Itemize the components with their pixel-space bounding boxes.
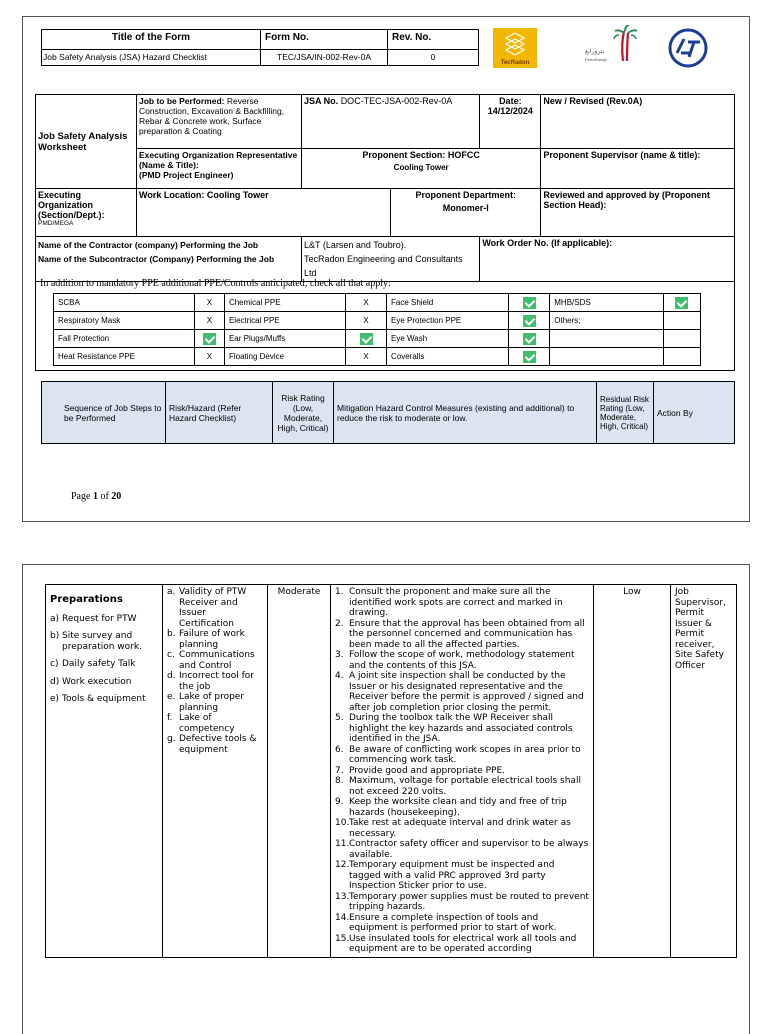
- ppe-item-mark[interactable]: [346, 330, 387, 348]
- hazard-item-text: Incorrect tool for the job: [179, 671, 255, 692]
- form-page-2: [22, 564, 750, 1034]
- new-revised: New / Revised (Rev.0A): [541, 95, 735, 149]
- job-step-marker: c): [50, 659, 59, 669]
- check-icon: [675, 297, 688, 309]
- job-step-text: Daily safety Talk: [62, 659, 136, 669]
- control-measure-text: Be aware of conflicting work scopes in area prior to commencing work task.: [349, 744, 581, 765]
- contractor-label: Name of the Contractor (company) Performing the Job: [38, 240, 259, 250]
- action-by-cell: Job Supervisor, Permit Issuer & Permit receiver, Site Safety Officer: [671, 585, 737, 958]
- job-step: [50, 659, 158, 670]
- proponent-dept-cell: [391, 189, 541, 237]
- reviewed-approved: Reviewed and approved by (Proponent Section Head):: [541, 189, 735, 237]
- contractor-labels: [36, 237, 302, 282]
- rev-no-value: 0: [388, 50, 479, 66]
- job-step-marker: d): [50, 676, 60, 687]
- preparations-title: Preparations: [50, 594, 123, 605]
- date-cell: [480, 95, 541, 149]
- control-measure: [335, 892, 589, 913]
- ppe-item-label: Respiratory Mask: [54, 312, 195, 330]
- ppe-item-label: MHB/SDS: [550, 294, 663, 312]
- exec-rep-value: (PMD Project Engineer): [139, 170, 234, 180]
- ppe-item-label: Face Shield: [386, 294, 508, 312]
- form-header-table: [41, 29, 479, 66]
- job-performed-cell: [137, 95, 302, 149]
- contractor-values: [302, 237, 480, 282]
- control-measure-marker: 7.: [335, 765, 344, 776]
- check-icon: [203, 333, 216, 345]
- control-measure-marker: 13.: [335, 891, 350, 902]
- page-total: 20: [111, 491, 122, 502]
- ppe-item-mark[interactable]: [509, 312, 550, 330]
- ppe-item-label: Eye Wash: [386, 330, 508, 348]
- job-performed-value: Reverse Construction, Excavation & Backfilling, Rebar & Concrete work, Surface preparation & Coating: [139, 96, 285, 136]
- ppe-item-label: Coveralls: [386, 348, 508, 366]
- hazard-item-text: Validity of PTW Receiver and Issuer Certification: [179, 587, 247, 629]
- check-icon: [523, 315, 536, 327]
- seq-hazard-header: Risk/Hazard (Refer Hazard Checklist): [166, 382, 273, 444]
- job-step: [50, 694, 158, 705]
- control-measure: [335, 776, 589, 797]
- control-measure-text: Ensure that the approval has been obtained from all the personnel concerned and communication has been made to all the affected parties.: [349, 618, 585, 650]
- ppe-item-label: Ear Plugs/Muffs: [224, 330, 345, 348]
- control-measure-marker: 11.: [335, 839, 350, 849]
- job-step-marker: e): [50, 694, 60, 704]
- control-measure: [335, 818, 589, 839]
- work-order: Work Order No. (If applicable):: [480, 237, 735, 282]
- hazard-item-marker: e.: [167, 692, 176, 702]
- ppe-item-label: Chemical PPE: [224, 294, 345, 312]
- control-measure: [335, 797, 589, 818]
- hazard-item-text: Communications and Control: [179, 650, 255, 671]
- ppe-item-mark[interactable]: [509, 294, 550, 312]
- control-measure-marker: 6.: [335, 744, 344, 755]
- ppe-item-label: Others;: [550, 312, 663, 330]
- seq-residual-header: Residual Risk Rating (Low, Moderate, High, Critical): [597, 382, 654, 444]
- ppe-item-mark[interactable]: [663, 312, 700, 330]
- check-icon: [360, 333, 373, 345]
- svg-text:بترورابغ: بترورابغ: [585, 48, 605, 55]
- proponent-supervisor: Proponent Supervisor (name & title):: [541, 149, 735, 189]
- hazard-list: [167, 587, 263, 755]
- tecradon-logo: [493, 28, 537, 68]
- ppe-item-label: Heat Resistance PPE: [54, 348, 195, 366]
- control-measure: [335, 839, 589, 860]
- form-no-value: TEC/JSA/IN-002-Rev-0A: [261, 50, 388, 66]
- worksheet-label: Job Safety Analysis Worksheet: [36, 95, 137, 189]
- page-current: 1: [92, 491, 98, 502]
- control-measure-marker: 15.: [335, 933, 350, 944]
- petrorabigh-logo-text: PetroRabigh: [585, 57, 608, 62]
- risk-rating-cell: Moderate: [268, 585, 331, 958]
- hazard-item-marker: g.: [167, 734, 176, 744]
- control-measure-text: Maximum, voltage for portable electrical tools shall not exceed 220 volts.: [349, 776, 581, 797]
- lt-logo: [667, 27, 709, 69]
- ppe-item-mark[interactable]: X: [194, 348, 224, 366]
- exec-rep-cell: [137, 149, 302, 189]
- exec-org-value: PMD/MEGA: [38, 220, 74, 227]
- date-label: Date:: [499, 96, 522, 106]
- control-measure-text: Keep the worksite clean and tidy and free of trip hazards (housekeeping).: [349, 797, 567, 818]
- jsa-worksheet-table: [35, 94, 735, 282]
- control-measure: [335, 934, 589, 955]
- ppe-row: [54, 330, 701, 348]
- measures-cell: [331, 585, 594, 958]
- hazard-item-text: Lake of competency: [179, 713, 235, 734]
- control-measure-marker: 1.: [335, 587, 344, 597]
- ppe-item-label: SCBA: [54, 294, 195, 312]
- proponent-dept-label: Proponent Department:: [415, 190, 516, 200]
- ppe-item-mark[interactable]: [663, 294, 700, 312]
- proponent-dept-value: Monomer-I: [442, 203, 489, 213]
- control-measure: [335, 650, 589, 671]
- ppe-row: [54, 312, 701, 330]
- ppe-item-mark[interactable]: [663, 348, 700, 366]
- control-measure-marker: 5.: [335, 713, 344, 723]
- control-measure-marker: 14.: [335, 912, 350, 923]
- hazard-item: [167, 671, 263, 692]
- control-measure-text: Ensure a complete inspection of tools and equipment is performed prior to start of work.: [349, 912, 557, 933]
- control-measure-text: Provide good and appropriate PPE.: [349, 765, 506, 776]
- ppe-item-label: Fall Protection: [54, 330, 195, 348]
- form-no-header: Form No.: [261, 30, 388, 50]
- job-steps-list: [50, 614, 158, 705]
- page-number: [71, 491, 121, 502]
- hazard-item-marker: f.: [167, 713, 173, 723]
- ppe-item-mark[interactable]: X: [346, 312, 387, 330]
- seq-risk-header: Risk Rating (Low, Moderate, High, Critical): [273, 382, 334, 444]
- control-measure: [335, 913, 589, 934]
- hazard-item-text: Defective tools & equipment: [179, 734, 257, 755]
- proponent-section-cell: [302, 149, 541, 189]
- ppe-item-mark[interactable]: X: [194, 294, 224, 312]
- ppe-item-label: [550, 348, 663, 366]
- ppe-intro: In addition to mandatory PPE additional PPE/Controls anticipated; check all that apply:: [40, 278, 391, 289]
- sequence-header-table: [41, 381, 735, 444]
- control-measure: [335, 619, 589, 651]
- exec-rep-label: Executing Organization Representative (Name & Title):: [139, 150, 298, 170]
- form-page-1: [22, 16, 750, 522]
- control-measure-text: Consult the proponent and make sure all the identified work spots are correct and marked in drawing.: [349, 587, 563, 618]
- seq-action-header: Action By: [654, 382, 735, 444]
- proponent-section-value: Cooling Tower: [393, 163, 449, 172]
- hazard-item-text: Lake of proper planning: [179, 692, 245, 713]
- control-measure-text: Temporary power supplies must be routed to prevent tripping hazards.: [349, 891, 589, 912]
- job-step: [50, 631, 158, 652]
- ppe-item-label: [550, 330, 663, 348]
- ppe-item-label: Electrical PPE: [224, 312, 345, 330]
- ppe-item-mark[interactable]: [509, 330, 550, 348]
- ppe-row: [54, 294, 701, 312]
- rev-no-header: Rev. No.: [388, 30, 479, 50]
- exec-org-cell: [36, 189, 137, 237]
- ppe-table: [53, 293, 701, 366]
- ppe-item-mark[interactable]: X: [346, 294, 387, 312]
- job-step-marker: b): [50, 631, 60, 641]
- tecradon-logo-text: TecRadon: [500, 60, 530, 66]
- ppe-item-label: Floating Device: [224, 348, 345, 366]
- hazard-item: [167, 734, 263, 755]
- job-step: [50, 614, 158, 625]
- hazard-item-marker: d.: [167, 671, 176, 681]
- date-value: 14/12/2024: [487, 106, 533, 116]
- jsa-no-cell: [302, 95, 480, 149]
- ppe-item-mark[interactable]: X: [194, 312, 224, 330]
- control-measure: [335, 766, 589, 777]
- job-performed-label: Job to be Performed:: [139, 96, 225, 106]
- form-title-value: Job Safety Analysis (JSA) Hazard Checklist: [42, 50, 261, 66]
- job-steps-cell: [46, 585, 163, 958]
- hazard-item-marker: a.: [167, 587, 176, 597]
- hazard-item-text: Failure of work planning: [179, 629, 245, 650]
- control-measure-marker: 8.: [335, 776, 344, 786]
- petrorabigh-logo: [583, 25, 643, 69]
- ppe-item-mark[interactable]: [509, 348, 550, 366]
- control-measure-text: Temporary equipment must be inspected and tagged with a valid PRC approved 3rd party Inspection Sticker prior to use.: [349, 860, 555, 891]
- control-measure: [335, 860, 589, 892]
- job-step: [50, 677, 158, 688]
- job-step-text: Site survey and preparation work.: [62, 631, 142, 652]
- control-measure-marker: 10.: [335, 818, 350, 828]
- page-of: of: [97, 491, 112, 502]
- control-measure-marker: 3.: [335, 650, 344, 660]
- ppe-item-mark[interactable]: [663, 330, 700, 348]
- control-measure-marker: 12.: [335, 860, 350, 870]
- control-measure: [335, 745, 589, 766]
- hazard-item-marker: c.: [167, 650, 175, 660]
- job-step-text: Work execution: [62, 676, 132, 687]
- control-measure-text: Follow the scope of work, methodology statement and the contents of this JSA.: [349, 650, 575, 671]
- work-location: Work Location: Cooling Tower: [137, 189, 391, 237]
- control-measure-text: Use insulated tools for electrical work all tools and equipment are to be operated according: [349, 933, 577, 954]
- residual-rating-cell: Low: [594, 585, 671, 958]
- check-icon: [523, 297, 536, 309]
- ppe-item-mark[interactable]: X: [346, 348, 387, 366]
- hazard-item: [167, 692, 263, 713]
- subcontractor-label: Name of the Subcontractor (Company) Performing the Job: [38, 254, 275, 264]
- proponent-section-label: Proponent Section: HOFCC: [362, 150, 480, 160]
- control-measure-marker: 9.: [335, 797, 344, 807]
- page-prefix: Page: [71, 491, 93, 502]
- seq-mitigation-header: Mitigation Hazard Control Measures (existing and additional) to reduce the risk to moderate or low.: [334, 382, 597, 444]
- hazard-item: [167, 713, 263, 734]
- hazards-cell: [163, 585, 268, 958]
- hazard-item: [167, 650, 263, 671]
- job-step-marker: a): [50, 613, 60, 624]
- jsa-no-label: JSA No.: [304, 96, 339, 106]
- control-measure: [335, 671, 589, 713]
- ppe-item-mark[interactable]: [194, 330, 224, 348]
- hazard-item-marker: b.: [167, 629, 176, 639]
- control-measure: [335, 587, 589, 619]
- contractor-value: L&T (Larsen and Toubro).: [304, 240, 407, 250]
- check-icon: [523, 333, 536, 345]
- hazard-analysis-table: [45, 584, 737, 958]
- check-icon: [523, 351, 536, 363]
- ppe-row: [54, 348, 701, 366]
- control-measure-text: A joint site inspection shall be conducted by the Issuer or his designated representative and the Receiver before the permit is approved / signed and after job completion prior closing the permit.: [349, 671, 584, 713]
- control-measure: [335, 713, 589, 745]
- job-step-text: Tools & equipment: [62, 694, 146, 704]
- control-measure-text: Take rest at adequate interval and drink water as necessary.: [349, 818, 571, 839]
- ppe-item-label: Eye Protection PPE: [386, 312, 508, 330]
- control-measure-marker: 2.: [335, 618, 344, 629]
- control-measure-marker: 4.: [335, 671, 344, 681]
- title-header: Title of the Form: [42, 30, 261, 50]
- seq-steps-header: Sequence of Job Steps to be Performed: [42, 382, 166, 444]
- exec-org-label: Executing Organization (Section/Dept.):: [38, 190, 105, 220]
- subcontractor-value: TecRadon Engineering and Consultants Ltd: [304, 254, 463, 278]
- job-step-text: Request for PTW: [62, 613, 137, 624]
- jsa-no-value: DOC-TEC-JSA-002-Rev-0A: [340, 96, 453, 106]
- control-measures-list: [335, 587, 589, 955]
- control-measure-text: During the toolbox talk the WP Receiver shall highlight the key hazards and associated controls identified in the JSA.: [349, 713, 573, 744]
- control-measure-text: Contractor safety officer and supervisor to be always available.: [349, 839, 589, 860]
- hazard-item: [167, 629, 263, 650]
- hazard-item: [167, 587, 263, 629]
